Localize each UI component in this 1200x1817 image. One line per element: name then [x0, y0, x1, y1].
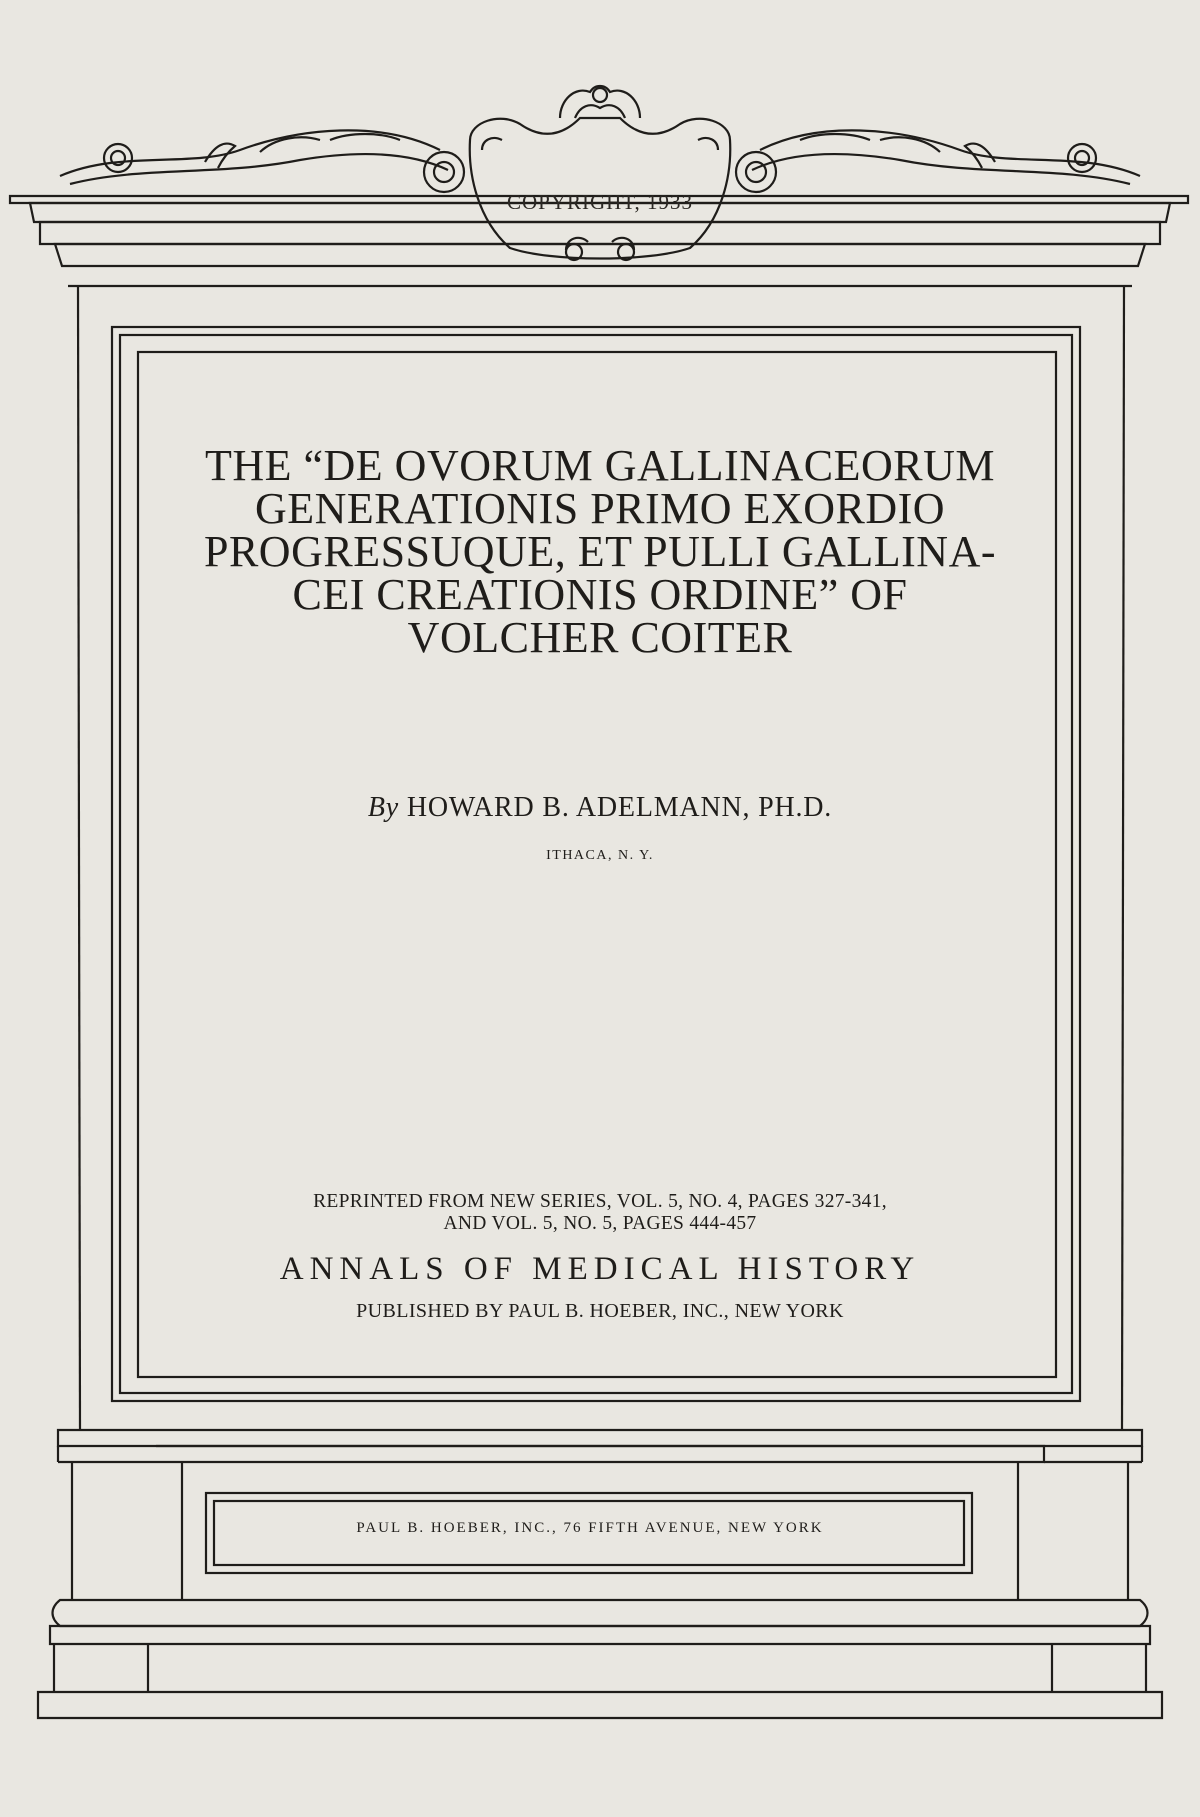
- author-location: ITHACA, N. Y.: [546, 848, 654, 863]
- reprint-note: [150, 1191, 1050, 1235]
- copyright-notice: COPYRIGHT, 1933: [506, 190, 694, 214]
- author-by: By: [367, 792, 400, 823]
- title-line: GENERATIONIS PRIMO EXORDIO: [254, 484, 946, 533]
- reprint-line: AND VOL. 5, NO. 5, PAGES 444-457: [443, 1213, 757, 1234]
- page-title: [150, 441, 1050, 662]
- title-line: VOLCHER COITER: [407, 613, 793, 662]
- reprint-line: REPRINTED FROM NEW SERIES, VOL. 5, NO. 4, PAGES 327-341,: [313, 1191, 887, 1212]
- title-line: PROGRESSUQUE, ET PULLI GALLINA-: [203, 527, 996, 576]
- crest-ornament: [60, 86, 1140, 260]
- title-line: CEI CREATIONIS ORDINE” OF: [292, 570, 908, 619]
- publisher-line: PUBLISHED BY PAUL B. HOEBER, INC., NEW YORK: [356, 1300, 844, 1322]
- journal-name: ANNALS OF MEDICAL HISTORY: [279, 1251, 921, 1287]
- footer-address: PAUL B. HOEBER, INC., 76 FIFTH AVENUE, NEW YORK: [356, 1520, 824, 1536]
- pedestal-base: [38, 1430, 1162, 1718]
- author-line: [150, 792, 1050, 824]
- title-line: THE “DE OVORUM GALLINACEORUM: [204, 441, 996, 490]
- author-name: HOWARD B. ADELMANN, PH.D.: [406, 792, 833, 823]
